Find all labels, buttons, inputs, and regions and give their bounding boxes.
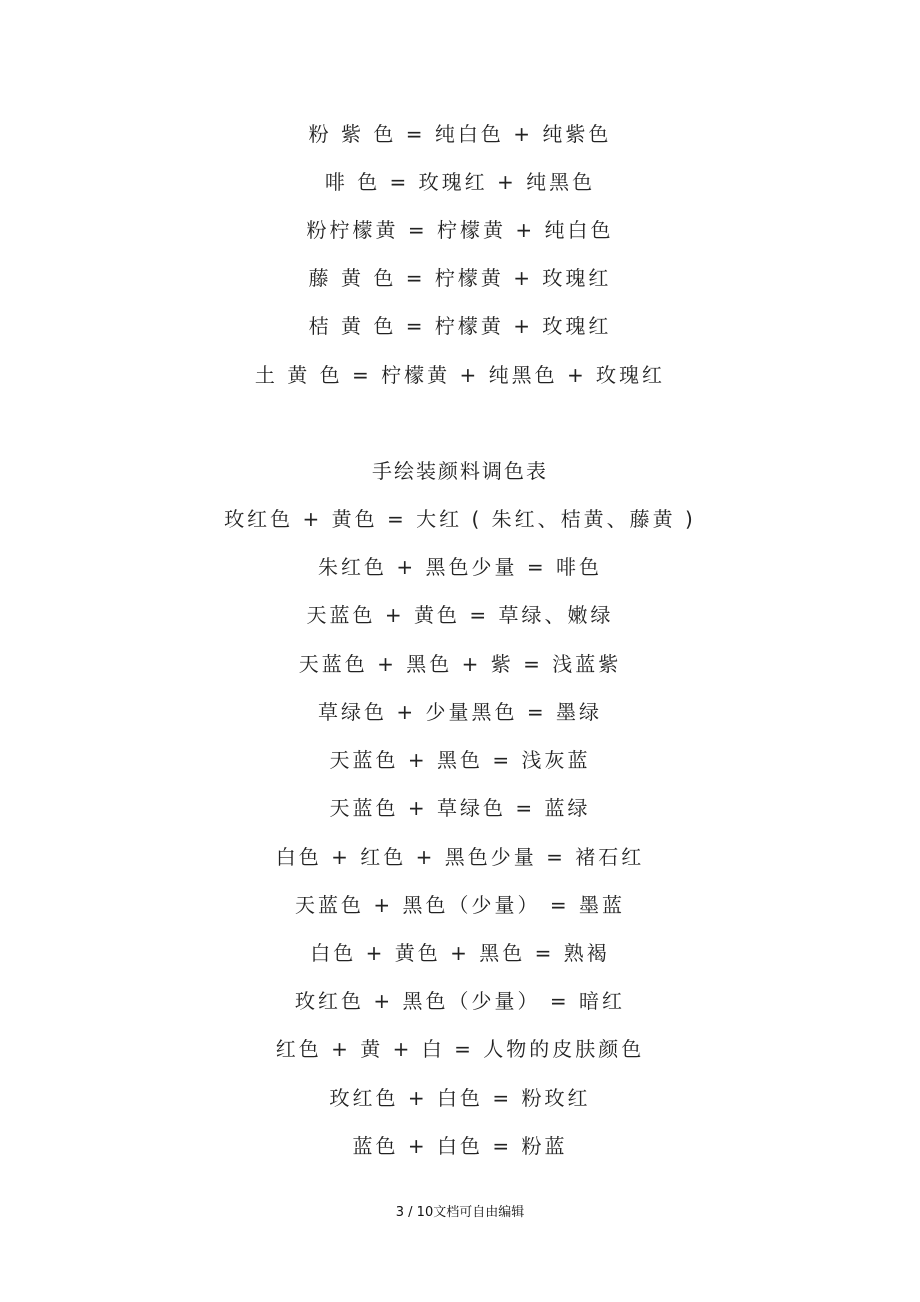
mix-line: 天蓝色 + 草绿色 = 蓝绿	[329, 796, 591, 820]
mix-line: 天蓝色 + 黑色 + 紫 = 浅蓝紫	[298, 652, 622, 676]
mix-line: 玫红色 + 白色 = 粉玫红	[329, 1086, 591, 1110]
mix-line: 玫红色 + 黑色（少量） = 暗红	[295, 989, 625, 1013]
mix-line: 朱红色 + 黑色少量 = 啡色	[318, 555, 602, 579]
mix-line-earth-yellow: 土 黄 色 = 柠檬黄 + 纯黑色 + 玫瑰红	[254, 363, 666, 387]
mix-line: 天蓝色 + 黑色（少量） = 墨蓝	[295, 893, 625, 917]
mix-line-orange-yellow: 桔 黄 色 = 柠檬黄 + 玫瑰红	[308, 314, 612, 338]
mix-line: 草绿色 + 少量黑色 = 墨绿	[318, 700, 602, 724]
mix-line-pink-purple: 粉 紫 色 = 纯白色 + 纯紫色	[308, 122, 612, 146]
mix-line: 玫红色 + 黄色 = 大红 ( 朱红、桔黄、藤黄 )	[224, 507, 696, 531]
section-title: 手绘装颜料调色表	[372, 459, 548, 483]
mix-line-brown: 啡 色 = 玫瑰红 + 纯黑色	[324, 170, 596, 194]
mix-line: 天蓝色 + 黑色 = 浅灰蓝	[329, 748, 591, 772]
mix-line: 蓝色 + 白色 = 粉蓝	[352, 1134, 568, 1158]
mix-line: 红色 + 黄 + 白 = 人物的皮肤颜色	[275, 1037, 645, 1061]
mix-line: 白色 + 红色 + 黑色少量 = 褚石红	[275, 845, 645, 869]
page-footer: 3 / 10文档可自由编辑	[395, 1205, 525, 1220]
mix-line-pink-lemon-yellow: 粉柠檬黄 = 柠檬黄 + 纯白色	[306, 218, 614, 242]
mix-line: 天蓝色 + 黄色 = 草绿、嫩绿	[306, 603, 614, 627]
mix-line: 白色 + 黄色 + 黑色 = 熟褐	[310, 941, 610, 965]
mix-line-gamboge: 藤 黄 色 = 柠檬黄 + 玫瑰红	[308, 266, 612, 290]
